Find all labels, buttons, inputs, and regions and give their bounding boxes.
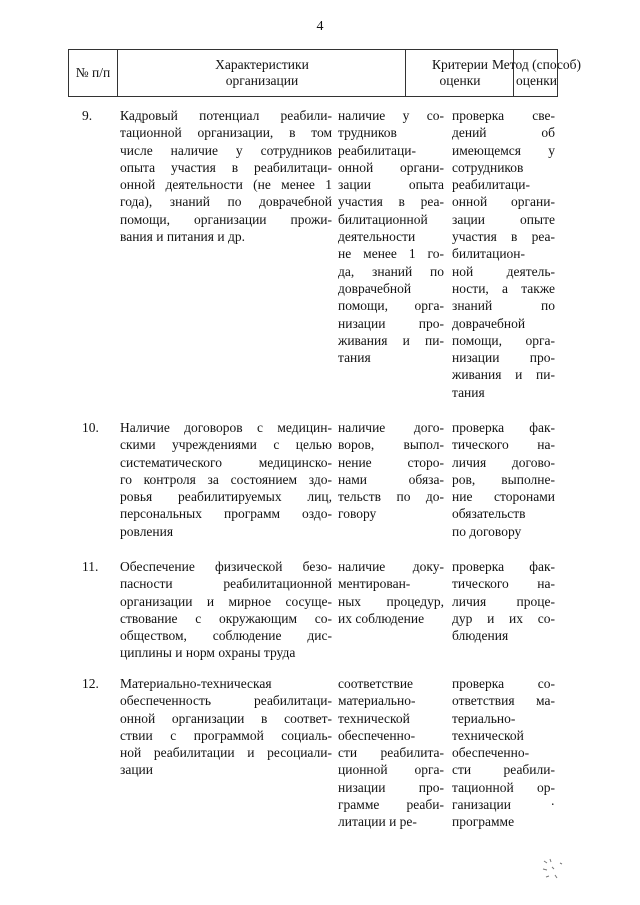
cell-criteria [338, 419, 444, 523]
method-line: имеющемся у [452, 142, 555, 158]
header-characteristics-line: организации [225, 73, 299, 88]
criteria-line: обеспеченно- [338, 727, 416, 743]
method-line: тационной ор- [452, 779, 555, 795]
cell-method [452, 675, 555, 831]
criteria-line: билитационной [338, 211, 428, 227]
method-line: проверка со- [452, 676, 555, 691]
criteria-line: онной органи- [338, 159, 444, 175]
criteria-line: низации про- [338, 315, 444, 331]
method-line: онной органи- [452, 194, 555, 210]
method-line: тического на- [452, 576, 555, 592]
method-line: ганизации · [452, 797, 555, 813]
characteristics-line: помощи, организации прожи- [120, 211, 332, 227]
criteria-line: сти реабилита- [338, 745, 444, 761]
criteria-line: воров, выпол- [338, 437, 444, 453]
method-line: проверка фак- [452, 559, 555, 574]
method-line: знаний по [452, 298, 555, 314]
header-number: № п/п [75, 65, 111, 80]
row-number: 9. [82, 108, 93, 123]
criteria-line: материально- [338, 693, 416, 709]
characteristics-line: го контроля за состоянием здо- [120, 471, 332, 487]
method-line: билитацион- [452, 246, 526, 262]
method-line: доврачебной [452, 315, 526, 331]
method-line: участия в реа- [452, 229, 555, 245]
characteristics-line: организации и мирное сосуще- [120, 593, 332, 609]
method-line: личия проце- [452, 593, 555, 609]
characteristics-line: Материально-техническая [120, 676, 272, 691]
characteristics-line: систематического медицинско- [120, 454, 332, 470]
criteria-line: зации опыта [338, 177, 444, 193]
characteristics-line: онной деятельности (не менее 1 [120, 177, 332, 193]
characteristics-line: ной реабилитации и ресоциали- [120, 745, 332, 761]
cell-method [452, 107, 555, 401]
method-line: ответствия ма- [452, 693, 555, 709]
method-line: тания [452, 384, 485, 400]
criteria-line: наличие доку- [338, 559, 444, 574]
criteria-line: доврачебной [338, 280, 412, 296]
header-criteria-line: оценки [439, 73, 481, 88]
cell-method [452, 419, 555, 540]
characteristics-line: циплины и норм охраны труда [120, 645, 296, 661]
criteria-line: помощи, орга- [338, 298, 444, 314]
criteria-line: литации и ре- [338, 814, 417, 830]
method-line: проверка фак- [452, 420, 555, 435]
criteria-line: не менее 1 го- [338, 246, 444, 262]
method-line: зации опыте [452, 211, 555, 227]
characteristics-line: Кадровый потенциал реабили- [120, 108, 332, 123]
header-characteristics-line: Характеристики [215, 57, 309, 72]
characteristics-line: года), знаний по доврачебной [120, 194, 332, 210]
criteria-line: наличие дого- [338, 420, 444, 435]
criteria-line: реабилитаци- [338, 142, 416, 158]
method-line: обязательств [452, 506, 526, 522]
characteristics-line: тационной организации, в том [120, 125, 332, 141]
criteria-line: да, знаний по [338, 263, 444, 279]
criteria-line: соответствие [338, 676, 414, 691]
characteristics-line: ствование с окружающим со- [120, 610, 332, 626]
criteria-line: тельств по до- [338, 489, 444, 505]
method-line: тического на- [452, 437, 555, 453]
method-line: териально- [452, 710, 516, 726]
criteria-line: грамме реаби- [338, 797, 444, 813]
method-line: живания и пи- [452, 367, 555, 383]
cell-characteristics [120, 419, 332, 540]
characteristics-line: Наличие договоров с медицин- [120, 420, 332, 435]
characteristics-line: вания и питания и др. [120, 229, 245, 245]
page-number: 4 [316, 19, 324, 34]
method-line: реабилитаци- [452, 177, 530, 193]
method-line: по договору [452, 523, 522, 539]
characteristics-line: скими учреждениями с целью [120, 437, 332, 453]
criteria-line: ционной орга- [338, 762, 444, 778]
criteria-line: говору [338, 506, 377, 522]
header-criteria-line: Критерии [431, 57, 489, 72]
method-line: помощи, орга- [452, 332, 555, 348]
criteria-line: деятельности [338, 229, 416, 245]
row-number: 12. [82, 676, 99, 691]
header-method-line: Метод (способ) [491, 57, 582, 72]
row-number: 10. [82, 420, 99, 435]
method-line: ров, выполне- [452, 471, 555, 487]
characteristics-line: зации [120, 762, 153, 778]
scan-marks [540, 855, 570, 885]
characteristics-line: ровья реабилитируемых лиц, [120, 489, 332, 505]
criteria-line: наличие у со- [338, 108, 444, 123]
method-line: обеспеченно- [452, 745, 530, 761]
header-method-line: оценки [516, 73, 557, 88]
criteria-line: нами обяза- [338, 471, 444, 487]
method-line: ности, а также [452, 280, 555, 296]
characteristics-line: ровления [120, 523, 174, 539]
criteria-line: ных процедур, [338, 593, 444, 609]
characteristics-line: персональных программ оздо- [120, 506, 332, 522]
characteristics-line: Обеспечение физической безо- [120, 559, 332, 574]
criteria-line: технической [338, 710, 410, 726]
method-line: сотрудников [452, 159, 524, 175]
cell-criteria [338, 107, 444, 366]
method-line: проверка све- [452, 108, 555, 123]
characteristics-line: числе наличие у сотрудников [120, 142, 332, 158]
cell-criteria [338, 675, 444, 831]
cell-criteria [338, 558, 444, 627]
characteristics-line: опыта участия в реабилитаци- [120, 159, 332, 175]
method-line: ние сторонами [452, 489, 555, 505]
header-method [491, 50, 582, 96]
cell-characteristics [120, 558, 332, 662]
criteria-line: ментирован- [338, 576, 411, 592]
header-characteristics [117, 50, 406, 96]
table-header [68, 49, 582, 97]
criteria-line: низации про- [338, 779, 444, 795]
method-line: программе [452, 814, 515, 830]
method-line: ной деятель- [452, 263, 555, 279]
criteria-line: трудников [338, 125, 397, 141]
cell-characteristics [120, 107, 332, 245]
criteria-line: нение сторо- [338, 454, 444, 470]
criteria-line: их соблюдение [338, 610, 425, 626]
criteria-line: тания [338, 350, 371, 366]
characteristics-line: онной организации в соответ- [120, 710, 332, 726]
cell-characteristics [120, 675, 332, 779]
criteria-line: участия в реа- [338, 194, 444, 210]
method-line: дур и их со- [452, 610, 555, 626]
cell-method [452, 558, 555, 644]
method-line: личия догово- [452, 454, 555, 470]
characteristics-line: пасности реабилитационной [120, 576, 332, 592]
criteria-line: живания и пи- [338, 332, 444, 348]
characteristics-line: ствии с программой социаль- [120, 727, 332, 743]
characteristics-line: обществом, соблюдение дис- [120, 628, 332, 644]
method-line: сти реабили- [452, 762, 555, 778]
method-line: дений об [452, 125, 555, 141]
method-line: низации про- [452, 350, 555, 366]
characteristics-line: обеспеченность реабилитаци- [120, 693, 332, 709]
method-line: блюдения [452, 628, 509, 644]
method-line: технической [452, 727, 524, 743]
row-number: 11. [82, 559, 99, 574]
